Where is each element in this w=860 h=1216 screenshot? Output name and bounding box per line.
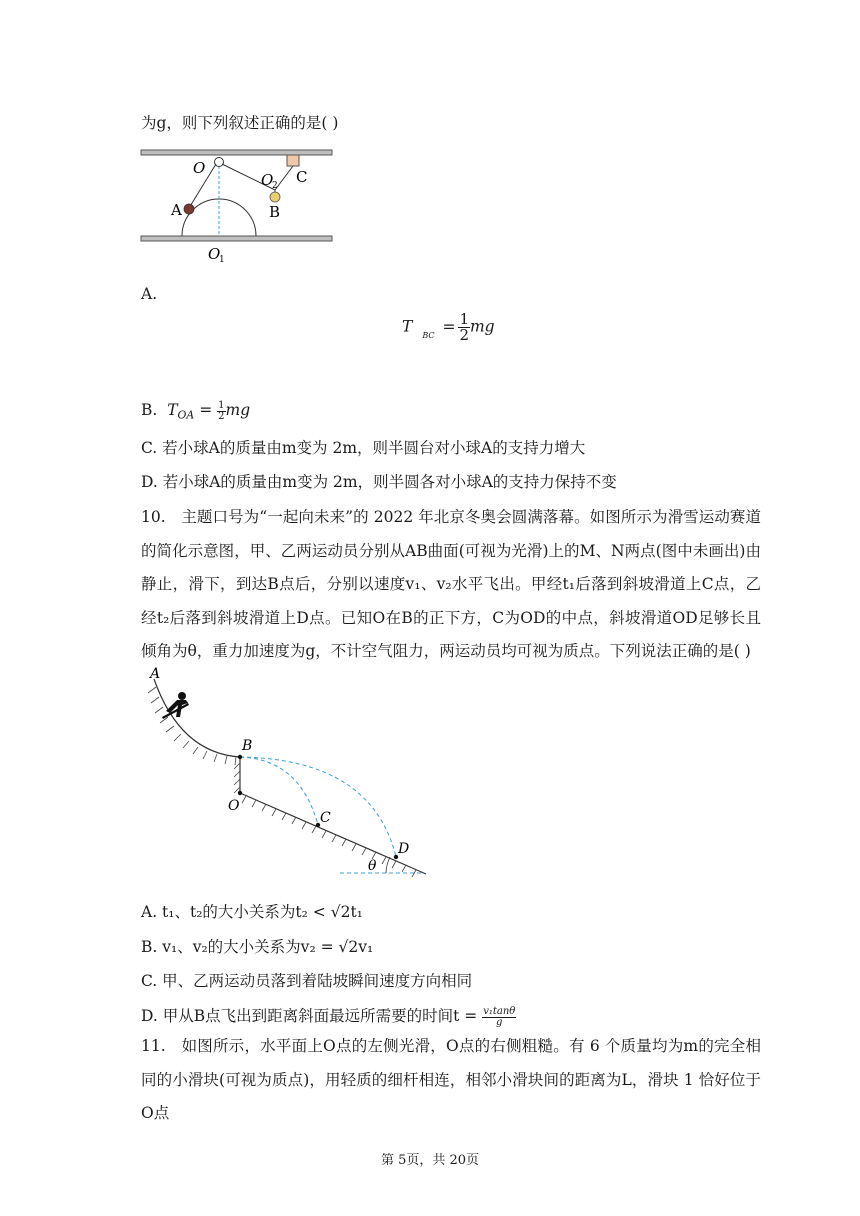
- label-o: O: [228, 798, 240, 814]
- q9-option-a-formula: [402, 312, 495, 343]
- label-o2: O: [261, 171, 274, 189]
- option-b-mg: mg: [225, 401, 251, 419]
- trajectory-d: [240, 757, 396, 857]
- trajectory-c: [240, 757, 318, 825]
- bo-hatching: [234, 763, 240, 793]
- option-b-t: T: [167, 401, 178, 419]
- floor-bar: [141, 236, 332, 241]
- ball-b: [270, 192, 280, 202]
- label-theta: θ: [368, 858, 377, 874]
- formula-eq: =: [442, 317, 456, 336]
- q9-option-d: D. 若小球A的质量由m变为 2m，则半圆各对小球A的支持力保持不变: [141, 473, 617, 491]
- q9-option-c: C. 若小球A的质量由m变为 2m，则半圆台对小球A的支持力增大: [141, 439, 586, 457]
- theta-arc: [386, 857, 390, 873]
- label-d: D: [398, 841, 410, 857]
- q9-option-b: [141, 400, 250, 425]
- q9-figure: [138, 145, 338, 265]
- ab-hatching: [148, 687, 236, 765]
- page-footer: 第 5页，共 20页: [380, 1153, 480, 1168]
- option-b-den: 2: [218, 410, 225, 422]
- q11-stem: 11. 如图所示，水平面上O点的左侧光滑，O点的右侧粗糙。有 6 个质量均为m的完全相同的小滑块(可视为质点)，用轻质的细杆相连，相邻小滑块间的距离为L，滑块 1 恰好位于O点: [141, 1037, 761, 1122]
- q10-option-c: C. 甲、乙两运动员落到着陆坡瞬间速度方向相同: [141, 972, 473, 990]
- option-b-sub: OA: [177, 408, 195, 422]
- block-c: [287, 155, 299, 166]
- formula-num: 1: [459, 310, 469, 328]
- label-a: A: [150, 666, 161, 682]
- label-c: C: [320, 810, 331, 826]
- option-d-prefix: D. 甲从B点飞出到距离斜面最远所需要的时间t =: [141, 1007, 478, 1025]
- q10-option-a: A. t₁、t₂的大小关系为t₂ < √2t₁: [141, 903, 363, 921]
- q10-option-b: B. v₁、v₂的大小关系为v₂ = √2v₁: [141, 938, 374, 956]
- slope-hatching: [242, 796, 416, 877]
- formula-sub: BC: [422, 330, 435, 340]
- option-b-num: 1: [218, 399, 225, 411]
- label-b: B: [269, 203, 281, 221]
- label-a: A: [171, 201, 182, 219]
- q9-intro: 为g，则下列叙述正确的是( ): [141, 114, 339, 132]
- q10-stem: 10. 主题口号为“一起向未来”的 2022 年北京冬奥会圆满落幕。如图所示为滑雪运动赛道的简化示意图，甲、乙两运动员分别从AB曲面(可视为光滑)上的M、N两点(图中未画出)由静止，滑下，到达B点后，分别以速度v₁、v₂水平飞出。甲经t₁后落到斜坡滑道上C点，乙经t₂后落到斜坡滑道上D点。已知O在B的正下方，C为OD的中点，斜坡滑道OD足够长且倾角为θ，重力加速度为g，不计空气阻力，两运动员均可视为质点。下列说法正确的是( ): [141, 508, 761, 660]
- point-b: [238, 755, 242, 759]
- formula-den: 2: [459, 326, 469, 344]
- q10-option-d: [141, 1006, 516, 1028]
- ceiling-bar: [141, 150, 332, 155]
- formula-t: T: [402, 317, 413, 336]
- option-d-den: g: [496, 1016, 503, 1028]
- q9-option-a-letter: A.: [141, 285, 158, 303]
- label-c: C: [296, 168, 308, 186]
- option-b-letter: B.: [141, 401, 158, 419]
- label-o1-sub: 1: [219, 255, 225, 265]
- ball-a: [184, 204, 194, 214]
- point-o: [238, 791, 242, 795]
- label-o2-sub: 2: [272, 181, 278, 191]
- q10-figure: [140, 665, 440, 885]
- label-b: B: [242, 738, 253, 754]
- option-d-num: v₁tanθ: [483, 1005, 516, 1017]
- option-b-eq: =: [199, 401, 213, 419]
- label-o: O: [193, 159, 206, 177]
- formula-mg: mg: [469, 317, 495, 336]
- slope-od: [240, 793, 426, 874]
- label-o1: O: [208, 245, 221, 263]
